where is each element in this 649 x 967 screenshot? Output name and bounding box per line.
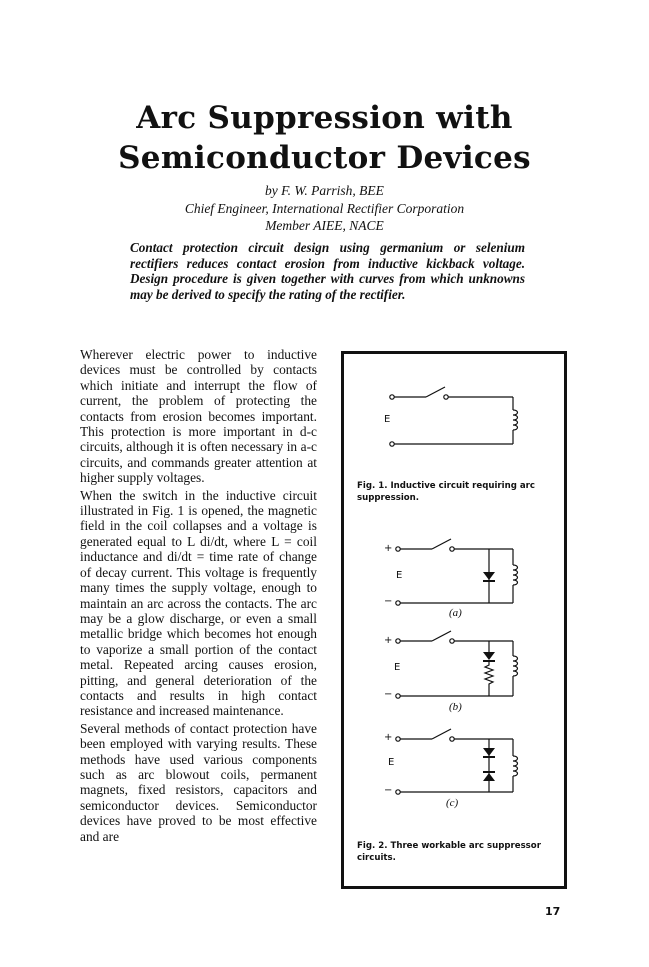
body-paragraph-2: When the switch in the inductive circuit illustrated in Fig. 1 is opened, the magnetic field in the coil collapses and a voltage is generated equal to L di/dt, where L = coil inductance and di/dt = time rate of change of decay current. This voltage is frequently many times the supply voltage, enough to maintain an arc across the contacts. The arc may be a glow discharge, or even a small metallic bridge which becomes hot enough to vaporize a small portion of the contact metal. Repeated arcing causes erosion, pitting, and general deterioration of the contacts and results in high contact resistance and increased maintenance.: [80, 487, 317, 719]
fig2a-sublabel: (a): [449, 607, 462, 619]
fig2c-sublabel: (c): [446, 797, 459, 809]
fig2b-minus-label: −: [384, 689, 393, 700]
fig1-source-label: E: [384, 414, 391, 425]
fig2b-plus-label: +: [384, 635, 393, 646]
title-line-2: Semiconductor Devices: [118, 140, 531, 176]
fig2c-source-label: E: [388, 757, 395, 768]
title-line-1: Arc Suppression with: [136, 100, 513, 136]
fig2c-plus-label: +: [384, 732, 393, 743]
abstract: Contact protection circuit design using germanium or selenium rectifiers reduces contact erosion from inductive kickback voltage. Design procedure is given together with curves from which unknowns may be derived to specify the rating of the rectifier.: [130, 240, 525, 302]
fig2a-plus-label: +: [384, 543, 393, 554]
body-paragraph-1: Wherever electric power to inductive devices must be controlled by contacts which initiate and interrupt the flow of current, the problem of protecting the contacts from erosion becomes important. This protection is more important in d-c circuits, although it is often necessary in a-c circuits, and commands greater attention at higher supply voltages.: [80, 347, 317, 486]
fig2b-source-label: E: [394, 662, 401, 673]
author-membership: Member AIEE, NACE: [265, 218, 384, 233]
fig2b-sublabel: (b): [449, 701, 462, 713]
fig1-caption: Fig. 1. Inductive circuit requiring arc suppression.: [357, 481, 536, 503]
author-role: Chief Engineer, International Rectifier Corporation: [184, 201, 465, 216]
fig2a-source-label: E: [396, 570, 403, 581]
fig2c-minus-label: −: [384, 785, 393, 796]
author-line: by F. W. Parrish, BEE: [265, 183, 384, 198]
body-paragraph-3: Several methods of contact protection have been employed with varying results. These methods have used various components such as arc blowout coils, permanent magnets, fixed resistors, capacitors and semiconductor devices. Semiconductor devices have proved to be most effective and are: [80, 720, 317, 844]
fig2a-minus-label: −: [384, 596, 393, 607]
page-number: 17: [545, 905, 561, 918]
fig2-caption: Fig. 2. Three workable arc suppressor circuits.: [357, 841, 541, 863]
